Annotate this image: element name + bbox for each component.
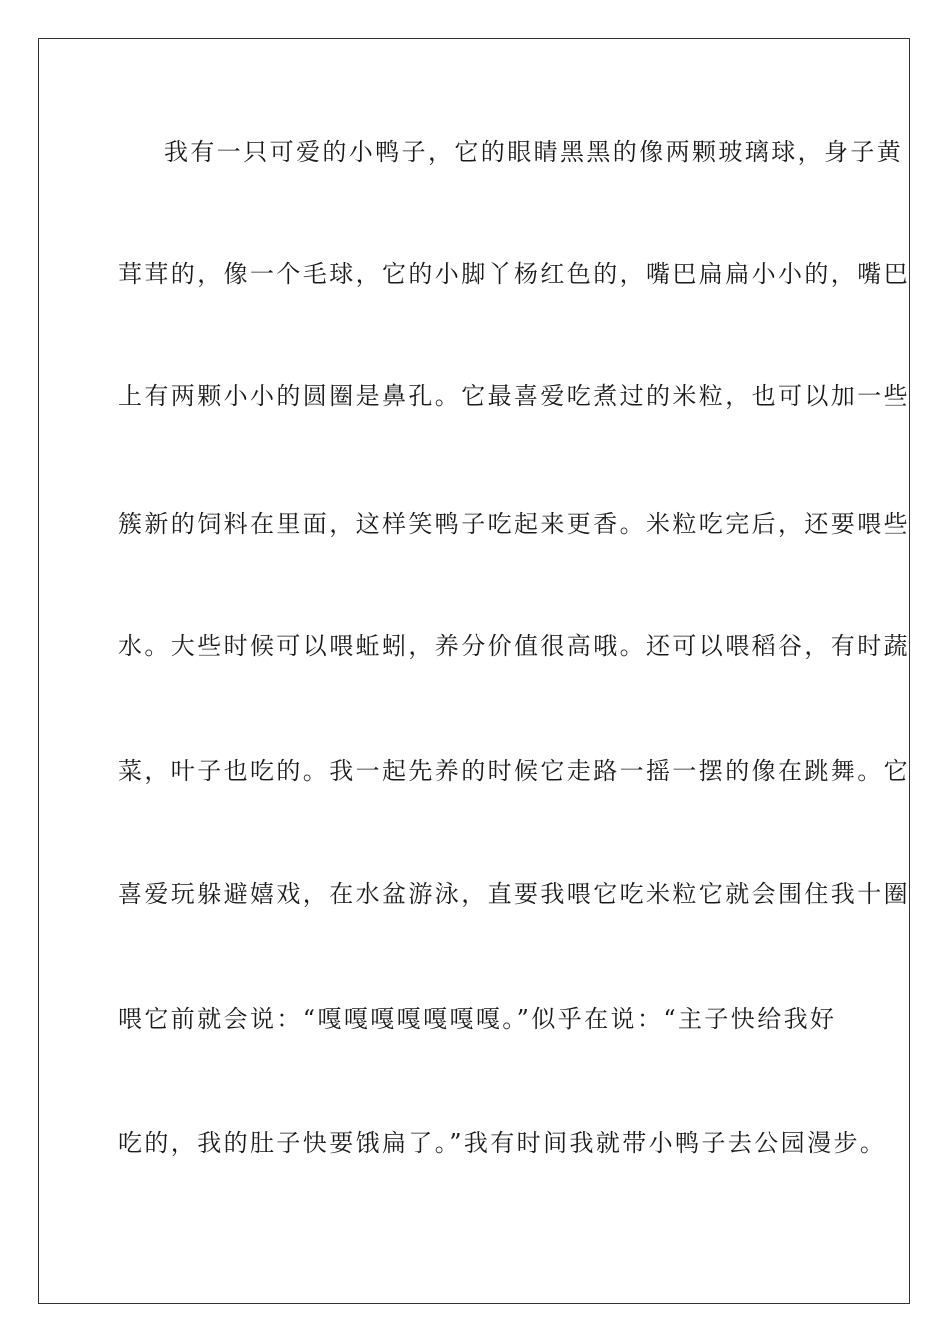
text-line-3: 上有两颗小小的圆圈是鼻孔。它最喜爱吃煮过的米粒，也可以加一些 <box>118 382 910 410</box>
text-line-2: 茸茸的，像一个毛球，它的小脚丫杨红色的，嘴巴扁扁小小的，嘴巴 <box>118 260 910 288</box>
text-line-4: 簇新的饲料在里面，这样笑鸭子吃起来更香。米粒吃完后，还要喂些 <box>118 510 910 538</box>
text-line-5: 水。大些时候可以喂蚯蚓，养分价值很高哦。还可以喂稻谷，有时蔬 <box>118 632 910 660</box>
text-line-9: 吃的，我的肚子快要饿扁了。”我有时间我就带小鸭子去公园漫步。 <box>118 1129 887 1157</box>
text-line-1: 我有一只可爱的小鸭子，它的眼睛黑黑的像两颗玻璃球，身子黄 <box>164 138 904 166</box>
page-frame <box>38 38 910 1304</box>
text-line-8: 喂它前就会说：“嘎嘎嘎嘎嘎嘎嘎。”似乎在说：“主子快给我好 <box>118 1005 837 1033</box>
text-line-7: 喜爱玩躲避嬉戏，在水盆游泳，直要我喂它吃米粒它就会围住我十圈 <box>118 880 910 908</box>
text-line-6: 菜，叶子也吃的。我一起先养的时候它走路一摇一摆的像在跳舞。它 <box>118 757 910 785</box>
